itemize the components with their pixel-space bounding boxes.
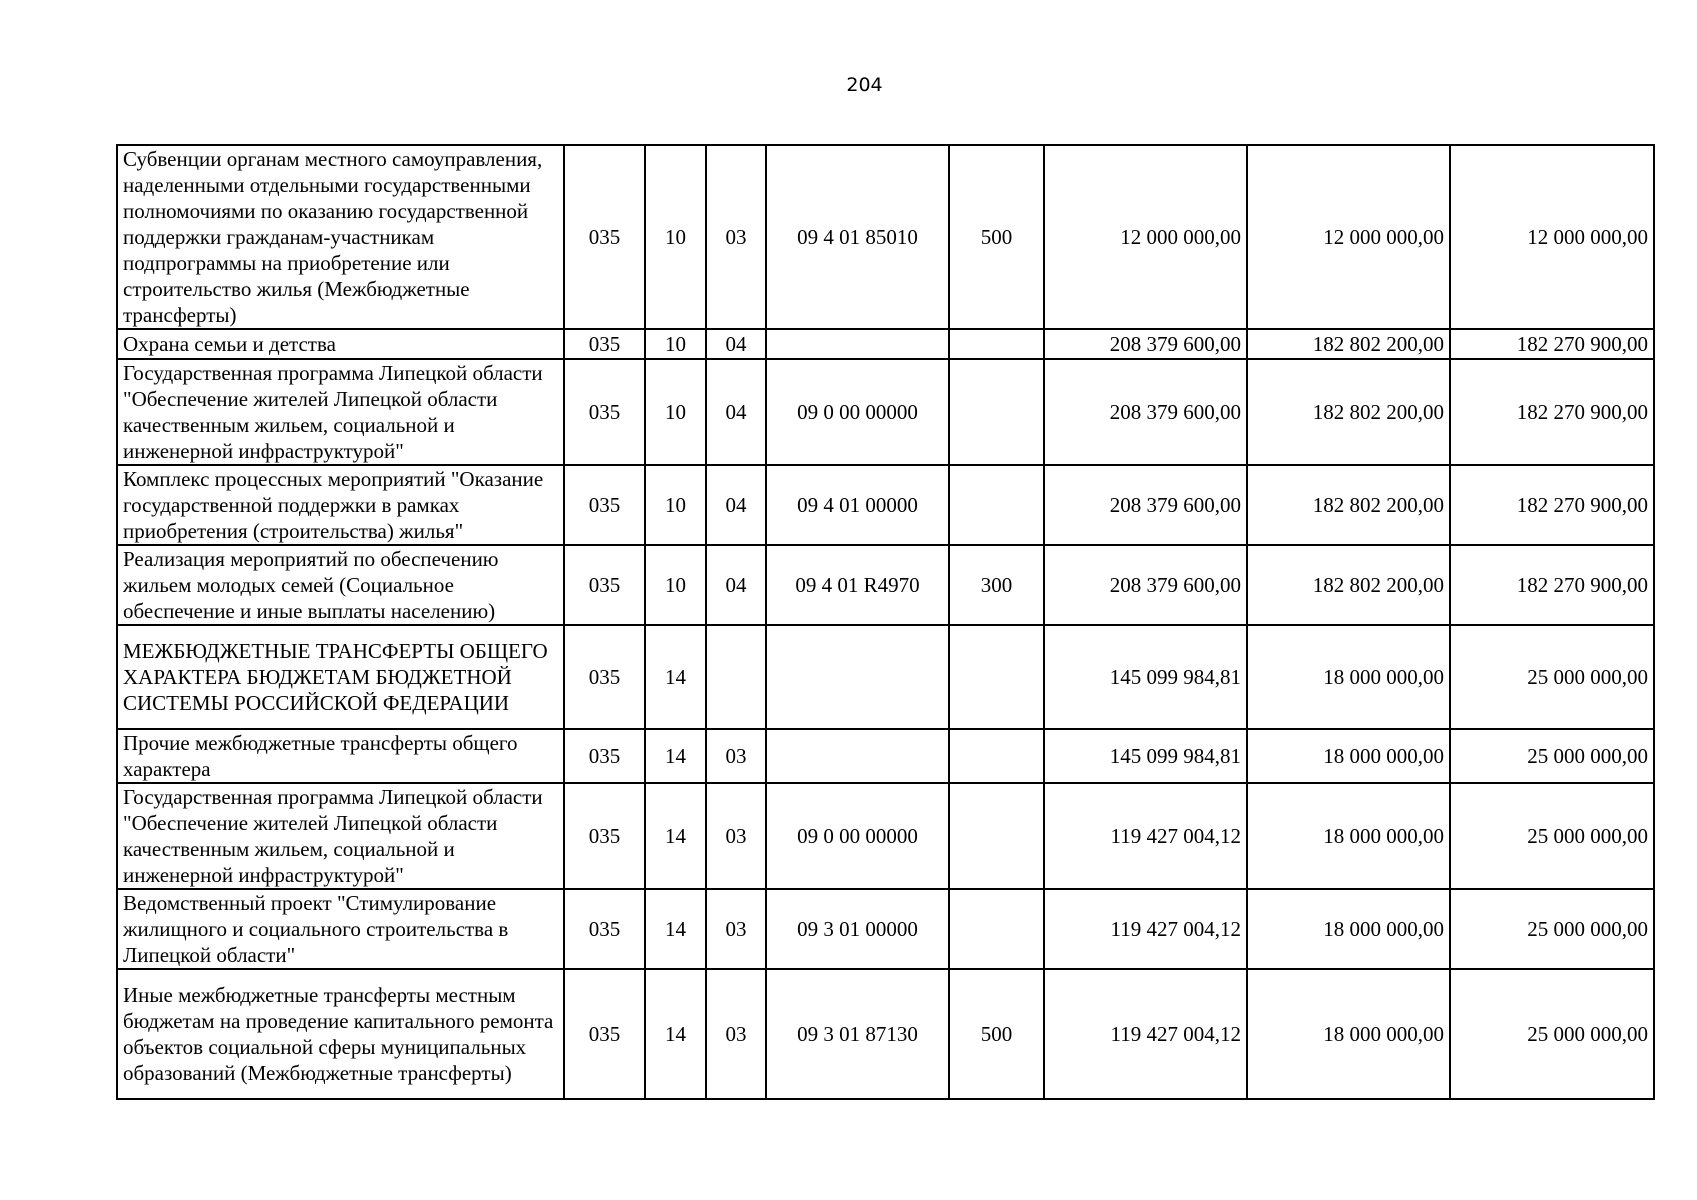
- ministry-code: 035: [564, 359, 645, 465]
- row-description: МЕЖБЮДЖЕТНЫЕ ТРАНСФЕРТЫ ОБЩЕГО ХАРАКТЕРА БЮДЖЕТАМ БЮДЖЕТНОЙ СИСТЕМЫ РОССИЙСКОЙ ФЕДЕРАЦИИ: [117, 625, 564, 729]
- table-row: [117, 783, 1654, 889]
- amount-year-2: 12 000 000,00: [1247, 145, 1450, 329]
- table-row: [117, 359, 1654, 465]
- amount-year-2: 182 802 200,00: [1247, 359, 1450, 465]
- amount-year-2: 182 802 200,00: [1247, 329, 1450, 359]
- amount-year-3: 182 270 900,00: [1450, 359, 1654, 465]
- ministry-code: 035: [564, 969, 645, 1099]
- target-article-code: 09 3 01 00000: [766, 889, 949, 969]
- section-code: 14: [645, 969, 706, 1099]
- amount-year-1: 12 000 000,00: [1044, 145, 1247, 329]
- subsection-code: 03: [706, 783, 766, 889]
- ministry-code: 035: [564, 329, 645, 359]
- ministry-code: 035: [564, 625, 645, 729]
- budget-table-body: [117, 145, 1654, 1099]
- ministry-code: 035: [564, 889, 645, 969]
- target-article-code: 09 3 01 87130: [766, 969, 949, 1099]
- expense-type-code: 500: [949, 969, 1044, 1099]
- target-article-code: 09 4 01 85010: [766, 145, 949, 329]
- page-number: 204: [846, 74, 883, 96]
- section-code: 10: [645, 465, 706, 545]
- target-article-code: [766, 729, 949, 783]
- amount-year-3: 182 270 900,00: [1450, 329, 1654, 359]
- section-code: 14: [645, 729, 706, 783]
- target-article-code: 09 4 01 R4970: [766, 545, 949, 625]
- amount-year-2: 182 802 200,00: [1247, 545, 1450, 625]
- subsection-code: 03: [706, 889, 766, 969]
- amount-year-3: 182 270 900,00: [1450, 545, 1654, 625]
- row-description: Субвенции органам местного самоуправления, наделенными отдельными государственными полномочиями по оказанию государственной поддержки гражданам-участникам подпрограммы на приобретение или строительство жилья (Межбюджетные трансферты): [117, 145, 564, 329]
- amount-year-1: 208 379 600,00: [1044, 465, 1247, 545]
- amount-year-3: 12 000 000,00: [1450, 145, 1654, 329]
- subsection-code: 03: [706, 145, 766, 329]
- expense-type-code: 500: [949, 145, 1044, 329]
- table-row: [117, 545, 1654, 625]
- row-description: Охрана семьи и детства: [117, 329, 564, 359]
- table-row: [117, 465, 1654, 545]
- row-description: Иные межбюджетные трансферты местным бюджетам на проведение капитального ремонта объектов социальной сферы муниципальных образований (Межбюджетные трансферты): [117, 969, 564, 1099]
- row-description: Прочие межбюджетные трансферты общего характера: [117, 729, 564, 783]
- section-code: 10: [645, 145, 706, 329]
- section-code: 14: [645, 625, 706, 729]
- section-code: 14: [645, 783, 706, 889]
- target-article-code: 09 0 00 00000: [766, 359, 949, 465]
- expense-type-code: [949, 329, 1044, 359]
- ministry-code: 035: [564, 465, 645, 545]
- amount-year-2: 18 000 000,00: [1247, 969, 1450, 1099]
- expense-type-code: [949, 729, 1044, 783]
- amount-year-3: 25 000 000,00: [1450, 625, 1654, 729]
- amount-year-1: 145 099 984,81: [1044, 729, 1247, 783]
- subsection-code: 04: [706, 359, 766, 465]
- expense-type-code: [949, 625, 1044, 729]
- expense-type-code: 300: [949, 545, 1044, 625]
- amount-year-2: 18 000 000,00: [1247, 889, 1450, 969]
- amount-year-2: 18 000 000,00: [1247, 625, 1450, 729]
- amount-year-1: 119 427 004,12: [1044, 889, 1247, 969]
- amount-year-1: 208 379 600,00: [1044, 545, 1247, 625]
- section-code: 14: [645, 889, 706, 969]
- expense-type-code: [949, 889, 1044, 969]
- amount-year-3: 182 270 900,00: [1450, 465, 1654, 545]
- subsection-code: 04: [706, 465, 766, 545]
- subsection-code: 03: [706, 969, 766, 1099]
- amount-year-3: 25 000 000,00: [1450, 889, 1654, 969]
- amount-year-3: 25 000 000,00: [1450, 783, 1654, 889]
- row-description: Реализация мероприятий по обеспечению жильем молодых семей (Социальное обеспечение и иные выплаты населению): [117, 545, 564, 625]
- row-description: Комплекс процессных мероприятий "Оказание государственной поддержки в рамках приобретения (строительства) жилья": [117, 465, 564, 545]
- ministry-code: 035: [564, 729, 645, 783]
- subsection-code: 04: [706, 329, 766, 359]
- table-row: [117, 969, 1654, 1099]
- expense-type-code: [949, 783, 1044, 889]
- table-row: [117, 889, 1654, 969]
- table-row: [117, 145, 1654, 329]
- row-description: Государственная программа Липецкой области "Обеспечение жителей Липецкой области качественным жильем, социальной и инженерной инфраструктурой": [117, 359, 564, 465]
- amount-year-1: 145 099 984,81: [1044, 625, 1247, 729]
- expense-type-code: [949, 359, 1044, 465]
- row-description: Государственная программа Липецкой области "Обеспечение жителей Липецкой области качественным жильем, социальной и инженерной инфраструктурой": [117, 783, 564, 889]
- amount-year-2: 182 802 200,00: [1247, 465, 1450, 545]
- row-description: Ведомственный проект "Стимулирование жилищного и социального строительства в Липецкой области": [117, 889, 564, 969]
- target-article-code: [766, 329, 949, 359]
- table-row: [117, 729, 1654, 783]
- table-row: [117, 329, 1654, 359]
- subsection-code: 03: [706, 729, 766, 783]
- amount-year-2: 18 000 000,00: [1247, 729, 1450, 783]
- subsection-code: [706, 625, 766, 729]
- subsection-code: 04: [706, 545, 766, 625]
- budget-table: [116, 144, 1655, 1100]
- target-article-code: 09 0 00 00000: [766, 783, 949, 889]
- ministry-code: 035: [564, 145, 645, 329]
- amount-year-1: 119 427 004,12: [1044, 783, 1247, 889]
- amount-year-1: 208 379 600,00: [1044, 359, 1247, 465]
- expense-type-code: [949, 465, 1044, 545]
- ministry-code: 035: [564, 783, 645, 889]
- ministry-code: 035: [564, 545, 645, 625]
- target-article-code: 09 4 01 00000: [766, 465, 949, 545]
- section-code: 10: [645, 545, 706, 625]
- amount-year-1: 119 427 004,12: [1044, 969, 1247, 1099]
- section-code: 10: [645, 359, 706, 465]
- target-article-code: [766, 625, 949, 729]
- amount-year-2: 18 000 000,00: [1247, 783, 1450, 889]
- table-row: [117, 625, 1654, 729]
- amount-year-3: 25 000 000,00: [1450, 969, 1654, 1099]
- section-code: 10: [645, 329, 706, 359]
- amount-year-3: 25 000 000,00: [1450, 729, 1654, 783]
- amount-year-1: 208 379 600,00: [1044, 329, 1247, 359]
